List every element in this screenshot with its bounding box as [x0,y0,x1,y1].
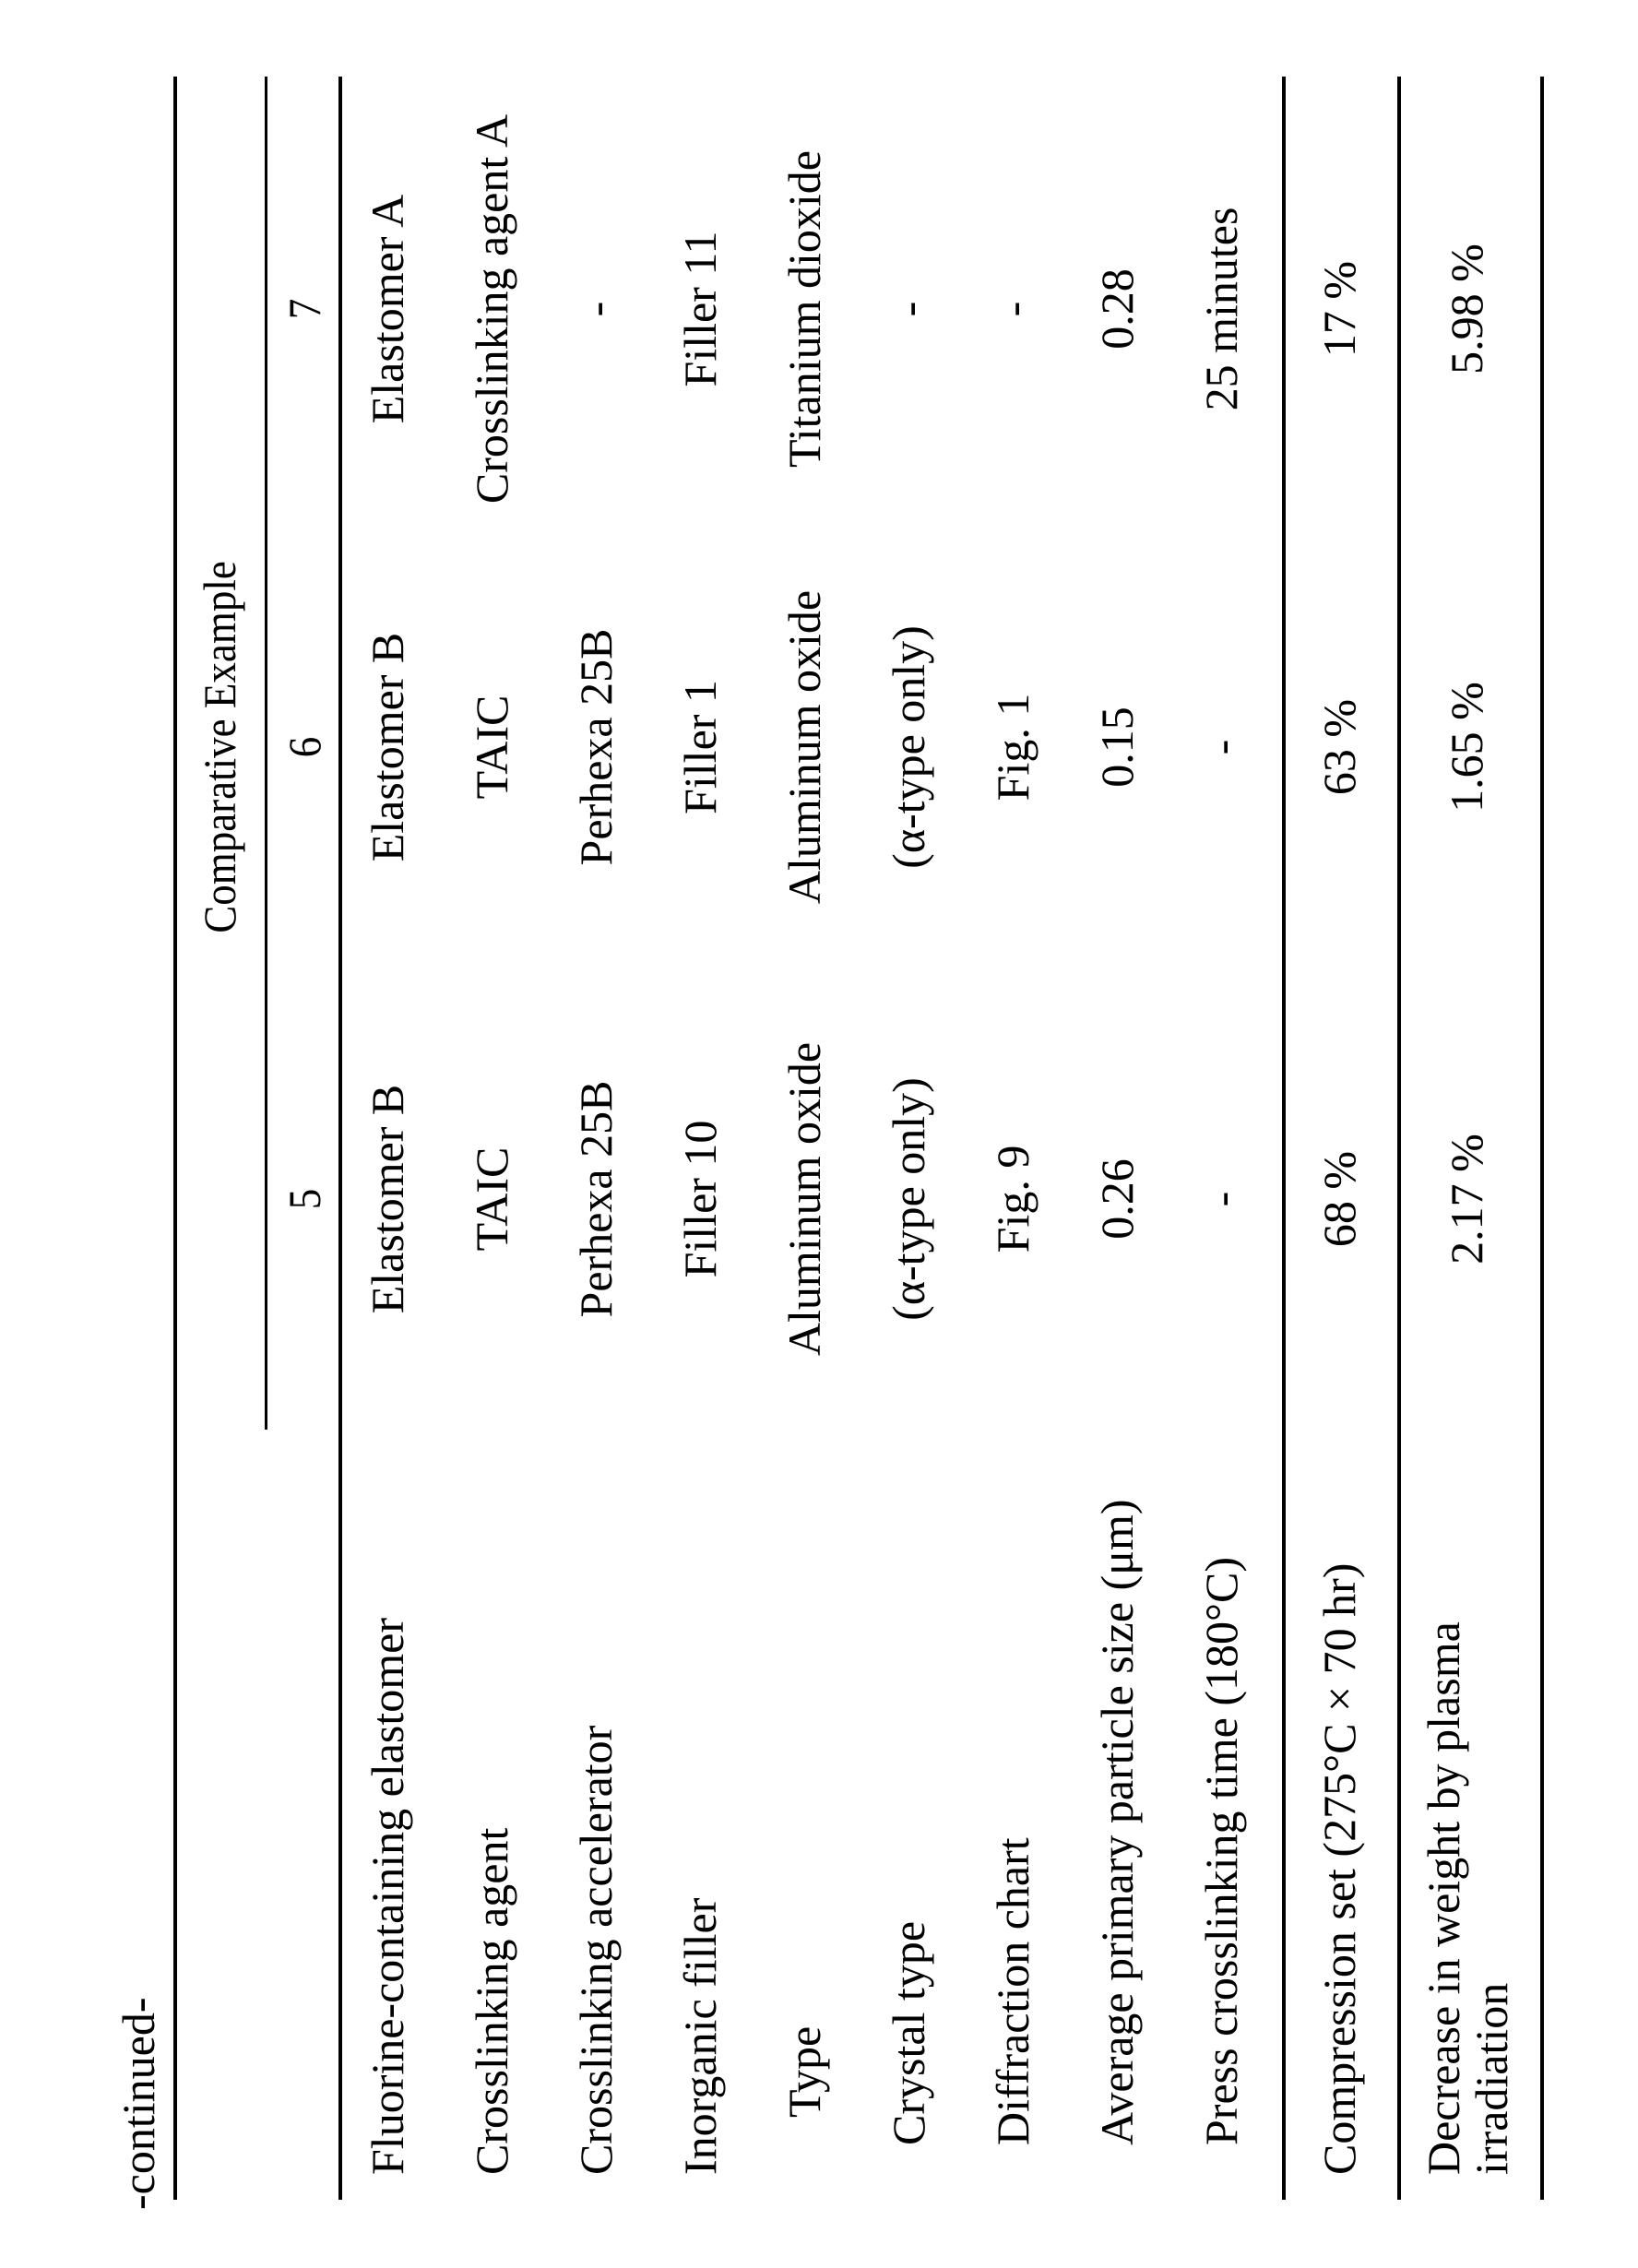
group-header-rule [265,77,267,1430]
cell-value: 0.28 [1094,268,1140,350]
group-header: Comparative Example [196,561,243,933]
cell-value: (α-type only) [885,1077,932,1321]
cell-value: 0.26 [1094,1158,1140,1240]
row-label: Crosslinking accelerator [573,1726,619,2175]
cell-value: Filler 11 [677,232,723,387]
table-top-rule [173,77,177,2200]
row-label: Crystal type [885,1921,932,2145]
continued-label: -continued- [115,1998,161,2210]
cell-value: 63 % [1316,699,1362,795]
column-header-7: 7 [281,299,327,320]
row-rule-compression [1397,77,1401,2200]
row-label: Type [781,2026,827,2118]
cell-value: 68 % [1316,1151,1362,1247]
cell-value: Elastomer B [364,633,410,862]
column-header-6: 6 [281,737,327,758]
cell-value: 1.65 % [1443,682,1490,813]
cell-value: 5.98 % [1443,243,1490,374]
cell-value: Filler 1 [677,680,723,814]
cell-value: (α-type only) [885,625,932,869]
cell-value: Elastomer A [364,195,410,424]
cell-value: Fig. 1 [990,694,1036,802]
row-label: Decrease in weight by plasma [1420,1621,1466,2175]
cell-value: Filler 10 [677,1121,723,1278]
cell-value: - [990,302,1036,317]
cell-value: TAIC [469,695,515,800]
cell-value: - [573,302,619,317]
cell-value: 2.17 % [1443,1134,1490,1265]
row-label: Fluorine-containing elastomer [364,1618,410,2175]
rotated-table-page [0,0,1638,2268]
cell-value: - [885,302,932,317]
cell-value: Aluminum oxide [781,1042,827,1356]
row-label: Inorganic filler [677,1898,723,2175]
cell-value: 0.15 [1094,707,1140,788]
cell-value: Perhexa 25B [573,629,619,866]
cell-value: Aluminum oxide [781,590,827,904]
row-label: Compression set (275°C × 70 hr) [1316,1563,1362,2175]
cell-value: 25 minutes [1198,208,1244,411]
row-label: Diffraction chart [990,1837,1036,2145]
row-label: irradiation [1468,1983,1514,2175]
cell-value: Titanium dioxide [781,150,827,468]
cell-value: Perhexa 25B [573,1081,619,1318]
cell-value: TAIC [469,1147,515,1252]
table-bottom-rule [1540,77,1544,2200]
cell-value: - [1198,740,1244,755]
column-header-5: 5 [281,1189,327,1210]
cell-value: Fig. 9 [990,1146,1036,1253]
cell-value: 17 % [1316,261,1362,357]
row-label: Average primary particle size (μm) [1094,1499,1140,2145]
header-bottom-rule [338,77,342,2200]
row-label: Press crosslinking time (180°C) [1198,1557,1244,2145]
row-label: Crosslinking agent [469,1828,515,2175]
cell-value: Crosslinking agent A [469,114,515,504]
cell-value: Elastomer B [364,1085,410,1314]
cell-value: - [1198,1192,1244,1207]
row-rule-press [1282,77,1286,2200]
